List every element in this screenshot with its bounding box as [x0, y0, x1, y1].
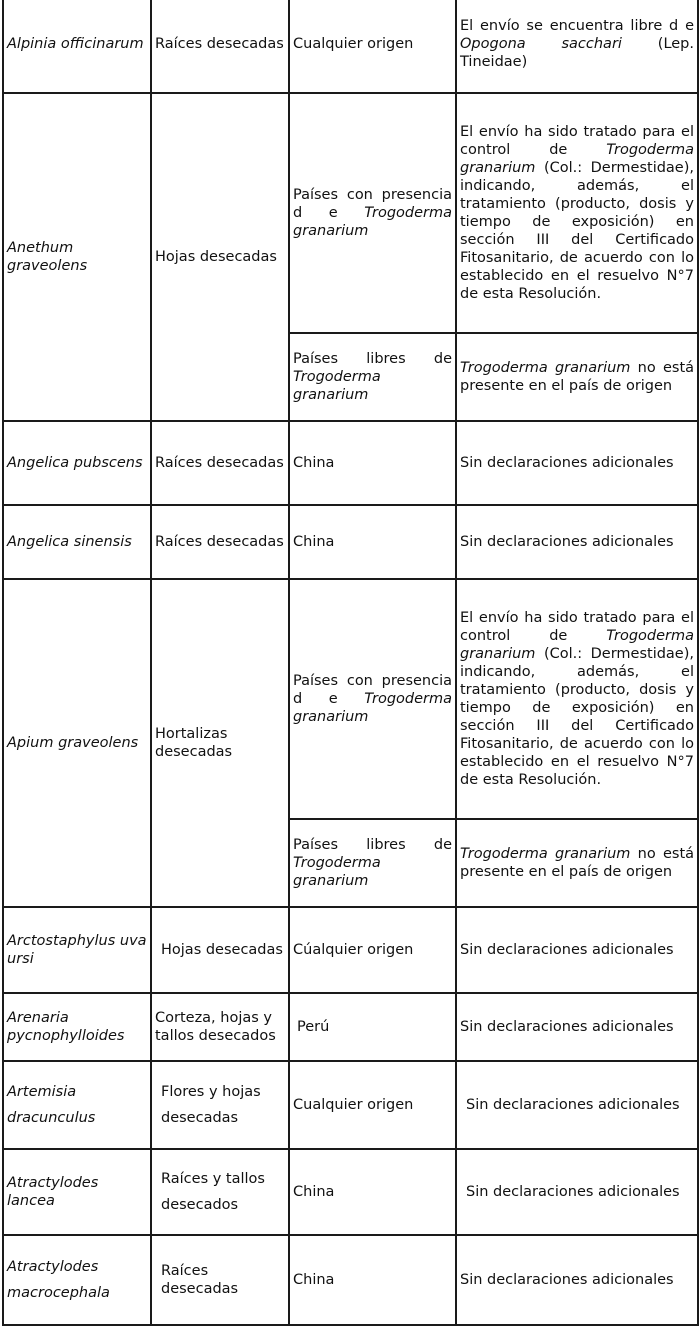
origin-cell: China — [289, 1235, 456, 1325]
pest-name: Opogona sacchari — [460, 36, 622, 52]
origin-cell — [289, 579, 456, 819]
table-row — [3, 1235, 698, 1325]
material-cell: Flores y hojas desecadas — [151, 1061, 289, 1149]
origin-cell: China — [289, 421, 456, 505]
origin-cell: China — [289, 1149, 456, 1235]
origin-text: Países con presencia d e — [293, 673, 452, 707]
species-cell: Anethum graveolens — [3, 93, 151, 421]
requirement-text: (Lep. Tineidae) — [460, 36, 694, 70]
requirements-table — [2, 0, 699, 1326]
table-row — [3, 993, 698, 1061]
pest-name: Trogoderma granarium — [460, 142, 695, 176]
origin-cell: Cúalquier origen — [289, 907, 456, 993]
requirement-cell — [456, 819, 698, 907]
requirement-cell — [456, 93, 698, 333]
pest-name: Trogoderma granarium — [460, 360, 631, 376]
origin-cell: Perú — [289, 993, 456, 1061]
origin-text: Países con presencia d e — [293, 187, 452, 221]
requirement-cell: Sin declaraciones adicionales — [456, 907, 698, 993]
species-cell: Angelica sinensis — [3, 505, 151, 579]
requirement-cell — [456, 333, 698, 421]
material-cell: Raíces desecadas — [151, 1235, 289, 1325]
origin-cell: Cualquier origen — [289, 0, 456, 93]
material-cell: Raíces desecadas — [151, 421, 289, 505]
requirement-cell: Sin declaraciones adicionales — [456, 505, 698, 579]
requirement-cell: Sin declaraciones adicionales — [456, 421, 698, 505]
pest-name: Trogoderma granarium — [293, 369, 381, 403]
origin-cell — [289, 333, 456, 421]
origin-cell — [289, 819, 456, 907]
requirement-cell: Sin declaraciones adicionales — [456, 1235, 698, 1325]
pest-name: Trogoderma granarium — [293, 205, 452, 239]
requirement-cell — [456, 0, 698, 93]
origin-text: Países libres de — [293, 837, 452, 853]
origin-text: Países libres de — [293, 351, 452, 367]
material-cell: Corteza, hojas y tallos desecados — [151, 993, 289, 1061]
species-cell: Arenaria pycnophylloides — [3, 993, 151, 1061]
pest-name: Trogoderma granarium — [460, 628, 695, 662]
origin-cell: China — [289, 505, 456, 579]
requirement-text: El envío ha sido tratado para el control de — [460, 610, 694, 644]
requirement-cell: Sin declaraciones adicionales — [456, 1061, 698, 1149]
requirement-cell: Sin declaraciones adicionales — [456, 1149, 698, 1235]
material-cell: Hojas desecadas — [151, 907, 289, 993]
table-row — [3, 579, 698, 819]
species-cell: Angelica pubscens — [3, 421, 151, 505]
requirement-text: (Col.: Dermestidae), indicando, además, el tratamiento (producto, dosis y tiempo de exposición) en sección III del Certificado Fitosanitario, de acuerdo con lo establecido en el resuelvo N°7 de esta Resolución. — [460, 646, 694, 788]
material-cell: Hojas desecadas — [151, 93, 289, 421]
table-row — [3, 1061, 698, 1149]
requirement-text: El envío ha sido tratado para el control de — [460, 124, 694, 158]
requirement-text: (Col.: Dermestidae), indicando, además, el tratamiento (producto, dosis y tiempo de exposición) en sección III del Certificado Fitosanitario, de acuerdo con lo establecido en el resuelvo N°7 de esta Resolución. — [460, 160, 694, 302]
table-row — [3, 1149, 698, 1235]
material-cell: Raíces desecadas — [151, 505, 289, 579]
pest-name: Trogoderma granarium — [293, 691, 452, 725]
species-cell: Atractylodes lancea — [3, 1149, 151, 1235]
species-cell: Alpinia officinarum — [3, 0, 151, 93]
species-cell: Arctostaphylus uva ursi — [3, 907, 151, 993]
pest-name: Trogoderma granarium — [460, 846, 631, 862]
species-cell: Atractylodes macrocephala — [3, 1235, 151, 1325]
material-cell: Raíces y tallos desecados — [151, 1149, 289, 1235]
material-cell: Hortalizas desecadas — [151, 579, 289, 907]
pest-name: Trogoderma granarium — [293, 855, 381, 889]
species-cell: Artemisia dracunculus — [3, 1061, 151, 1149]
requirement-cell — [456, 579, 698, 819]
table-row — [3, 907, 698, 993]
requirement-text: no está presente en el país de origen — [460, 846, 695, 880]
origin-cell: Cualquier origen — [289, 1061, 456, 1149]
table-row — [3, 93, 698, 333]
table-row — [3, 0, 698, 93]
table-row — [3, 421, 698, 505]
species-cell: Apium graveolens — [3, 579, 151, 907]
origin-cell — [289, 93, 456, 333]
requirement-text: no está presente en el país de origen — [460, 360, 695, 394]
material-cell: Raíces desecadas — [151, 0, 289, 93]
table-row — [3, 505, 698, 579]
requirement-cell: Sin declaraciones adicionales — [456, 993, 698, 1061]
requirement-text: El envío se encuentra libre d e — [460, 18, 694, 34]
